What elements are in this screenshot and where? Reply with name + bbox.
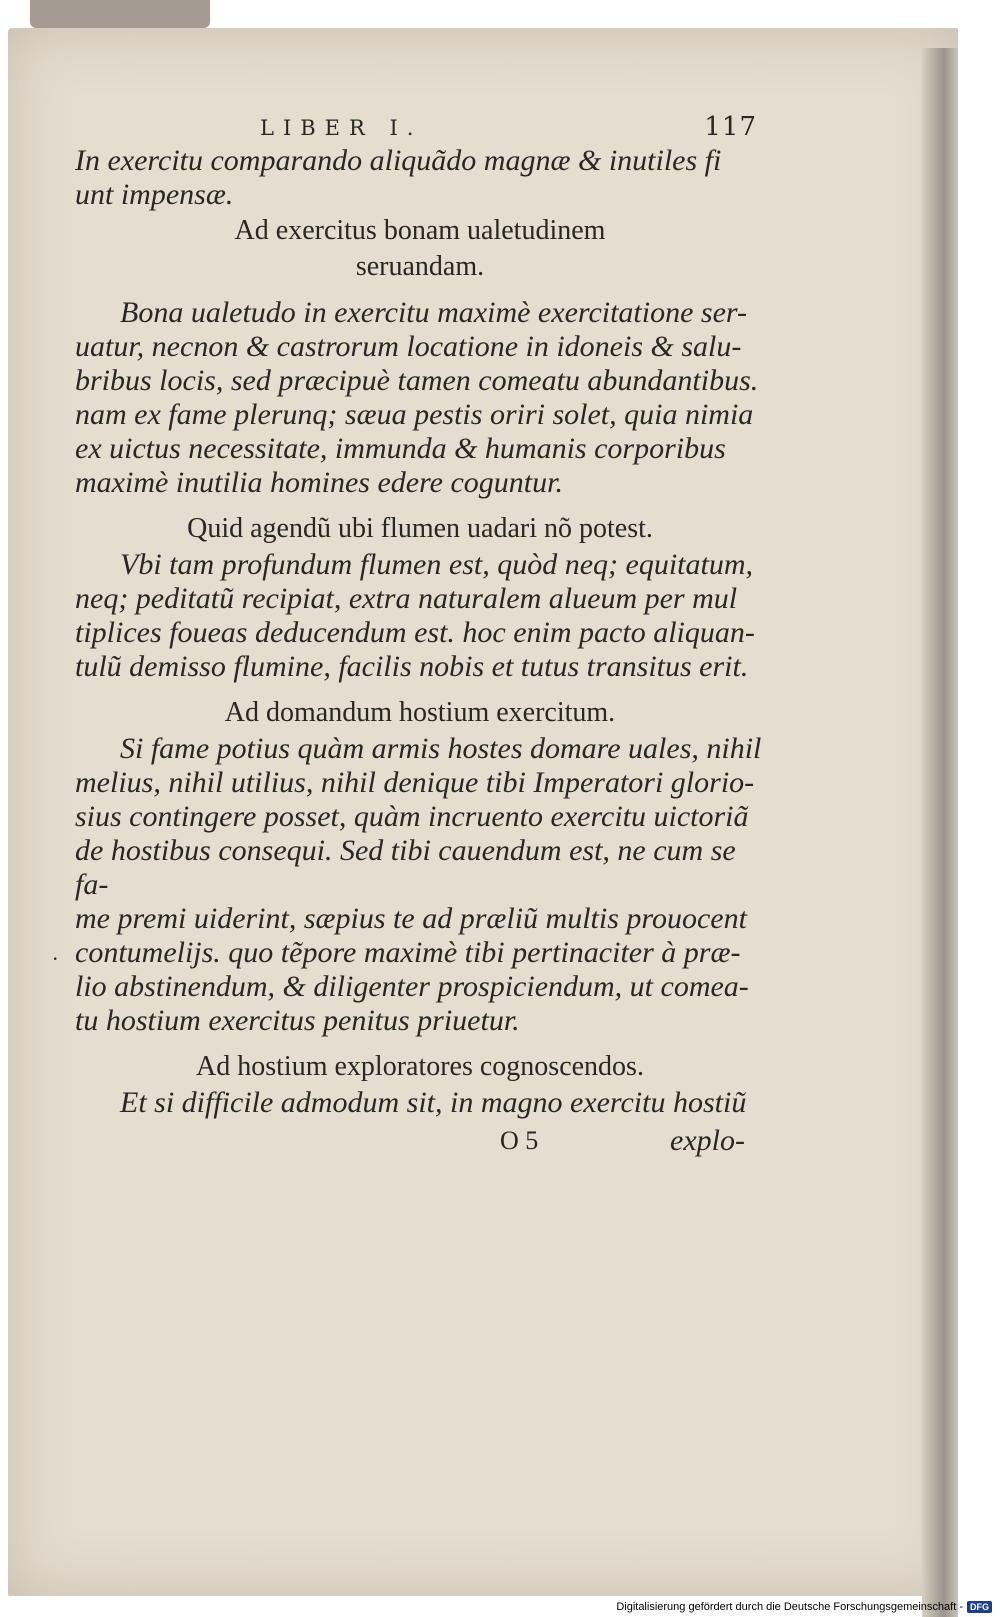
text-block bbox=[53, 110, 765, 1160]
paragraph-line: bribus locis, sed præcipuè tamen comeatu abundantibus. bbox=[75, 364, 759, 397]
paragraph-line: de hostibus consequi. Sed tibi cauendum est, ne cum se fa- bbox=[75, 834, 736, 901]
paragraph-line: Vbi tam profundum flumen est, quòd neq; equitatum, bbox=[120, 548, 753, 581]
page-number: 117 bbox=[704, 112, 757, 142]
credit-text: Digitalisierung gefördert durch die Deutsche Forschungsgemeinschaft - bbox=[616, 1601, 963, 1613]
signature-mark: O 5 bbox=[500, 1126, 539, 1155]
section-heading: Quid agendũ ubi flumen uadari nõ potest. bbox=[187, 513, 653, 544]
paragraph-line: Si fame potius quàm armis hostes domare uales, nihil bbox=[120, 732, 762, 765]
section-heading: seruandam. bbox=[355, 251, 485, 282]
page-fore-edge bbox=[922, 48, 958, 1617]
section-heading: Ad exercitus bonam ualetudinem bbox=[234, 215, 606, 246]
paragraph-line: unt impensæ. bbox=[75, 178, 234, 211]
running-title: LIBER I. bbox=[260, 116, 423, 140]
digitization-credit bbox=[616, 1601, 992, 1613]
paragraph-line: tu hostium exercitus penitus priuetur. bbox=[75, 1004, 520, 1037]
catchline bbox=[75, 1120, 765, 1160]
paragraph-line: Bona ualetudo in exercitu maximè exercitatione ser- bbox=[120, 296, 747, 329]
paragraph-line: lio abstinendum, & diligenter prospiciendum, ut comea- bbox=[75, 970, 749, 1003]
paragraph-line: uatur, necnon & castrorum locatione in idoneis & salu- bbox=[75, 330, 742, 363]
paragraph-line: sius contingere posset, quàm incruento exercitu uictoriã bbox=[75, 800, 749, 833]
paragraph-line: Et si difficile admodum sit, in magno exercitu hostiũ bbox=[120, 1086, 747, 1119]
paragraph-line: nam ex fame plerunq; sæua pestis oriri solet, quia nimia bbox=[75, 398, 754, 431]
section-heading: Ad hostium exploratores cognoscendos. bbox=[196, 1051, 644, 1082]
catchword: explo- bbox=[670, 1124, 745, 1157]
paragraph-line: maximè inutilia homines edere coguntur. bbox=[75, 466, 563, 499]
paragraph-line: ex uictus necessitate, immunda & humanis corporibus bbox=[75, 432, 726, 465]
paragraph-line: me premi uiderint, sæpius te ad præliũ multis prouocent bbox=[75, 902, 747, 935]
paragraph-line: neq; peditatũ recipiat, extra naturalem alueum per mul bbox=[75, 582, 738, 615]
running-head bbox=[75, 110, 765, 144]
paragraph-line: tulũ demisso flumine, facilis nobis et tutus transitus erit. bbox=[75, 650, 749, 683]
binding-shadow bbox=[30, 0, 210, 28]
paragraph-line: melius, nihil utilius, nihil denique tibi Imperatori glorio- bbox=[75, 766, 755, 799]
paragraph-line: In exercitu comparando aliquãdo magnæ & inutiles fi bbox=[75, 144, 722, 177]
paragraph-line: tiplices foueas deducendum est. hoc enim pacto aliquan- bbox=[75, 616, 755, 649]
paragraph-line bbox=[53, 936, 765, 970]
dfg-logo-icon: DFG bbox=[967, 1601, 992, 1613]
paragraph-line-text: contumelijs. quo tẽpore maximè tibi pertinaciter à præ- bbox=[75, 936, 741, 969]
marginal-mark: . bbox=[53, 940, 59, 965]
section-heading: Ad domandum hostium exercitum. bbox=[224, 697, 616, 728]
